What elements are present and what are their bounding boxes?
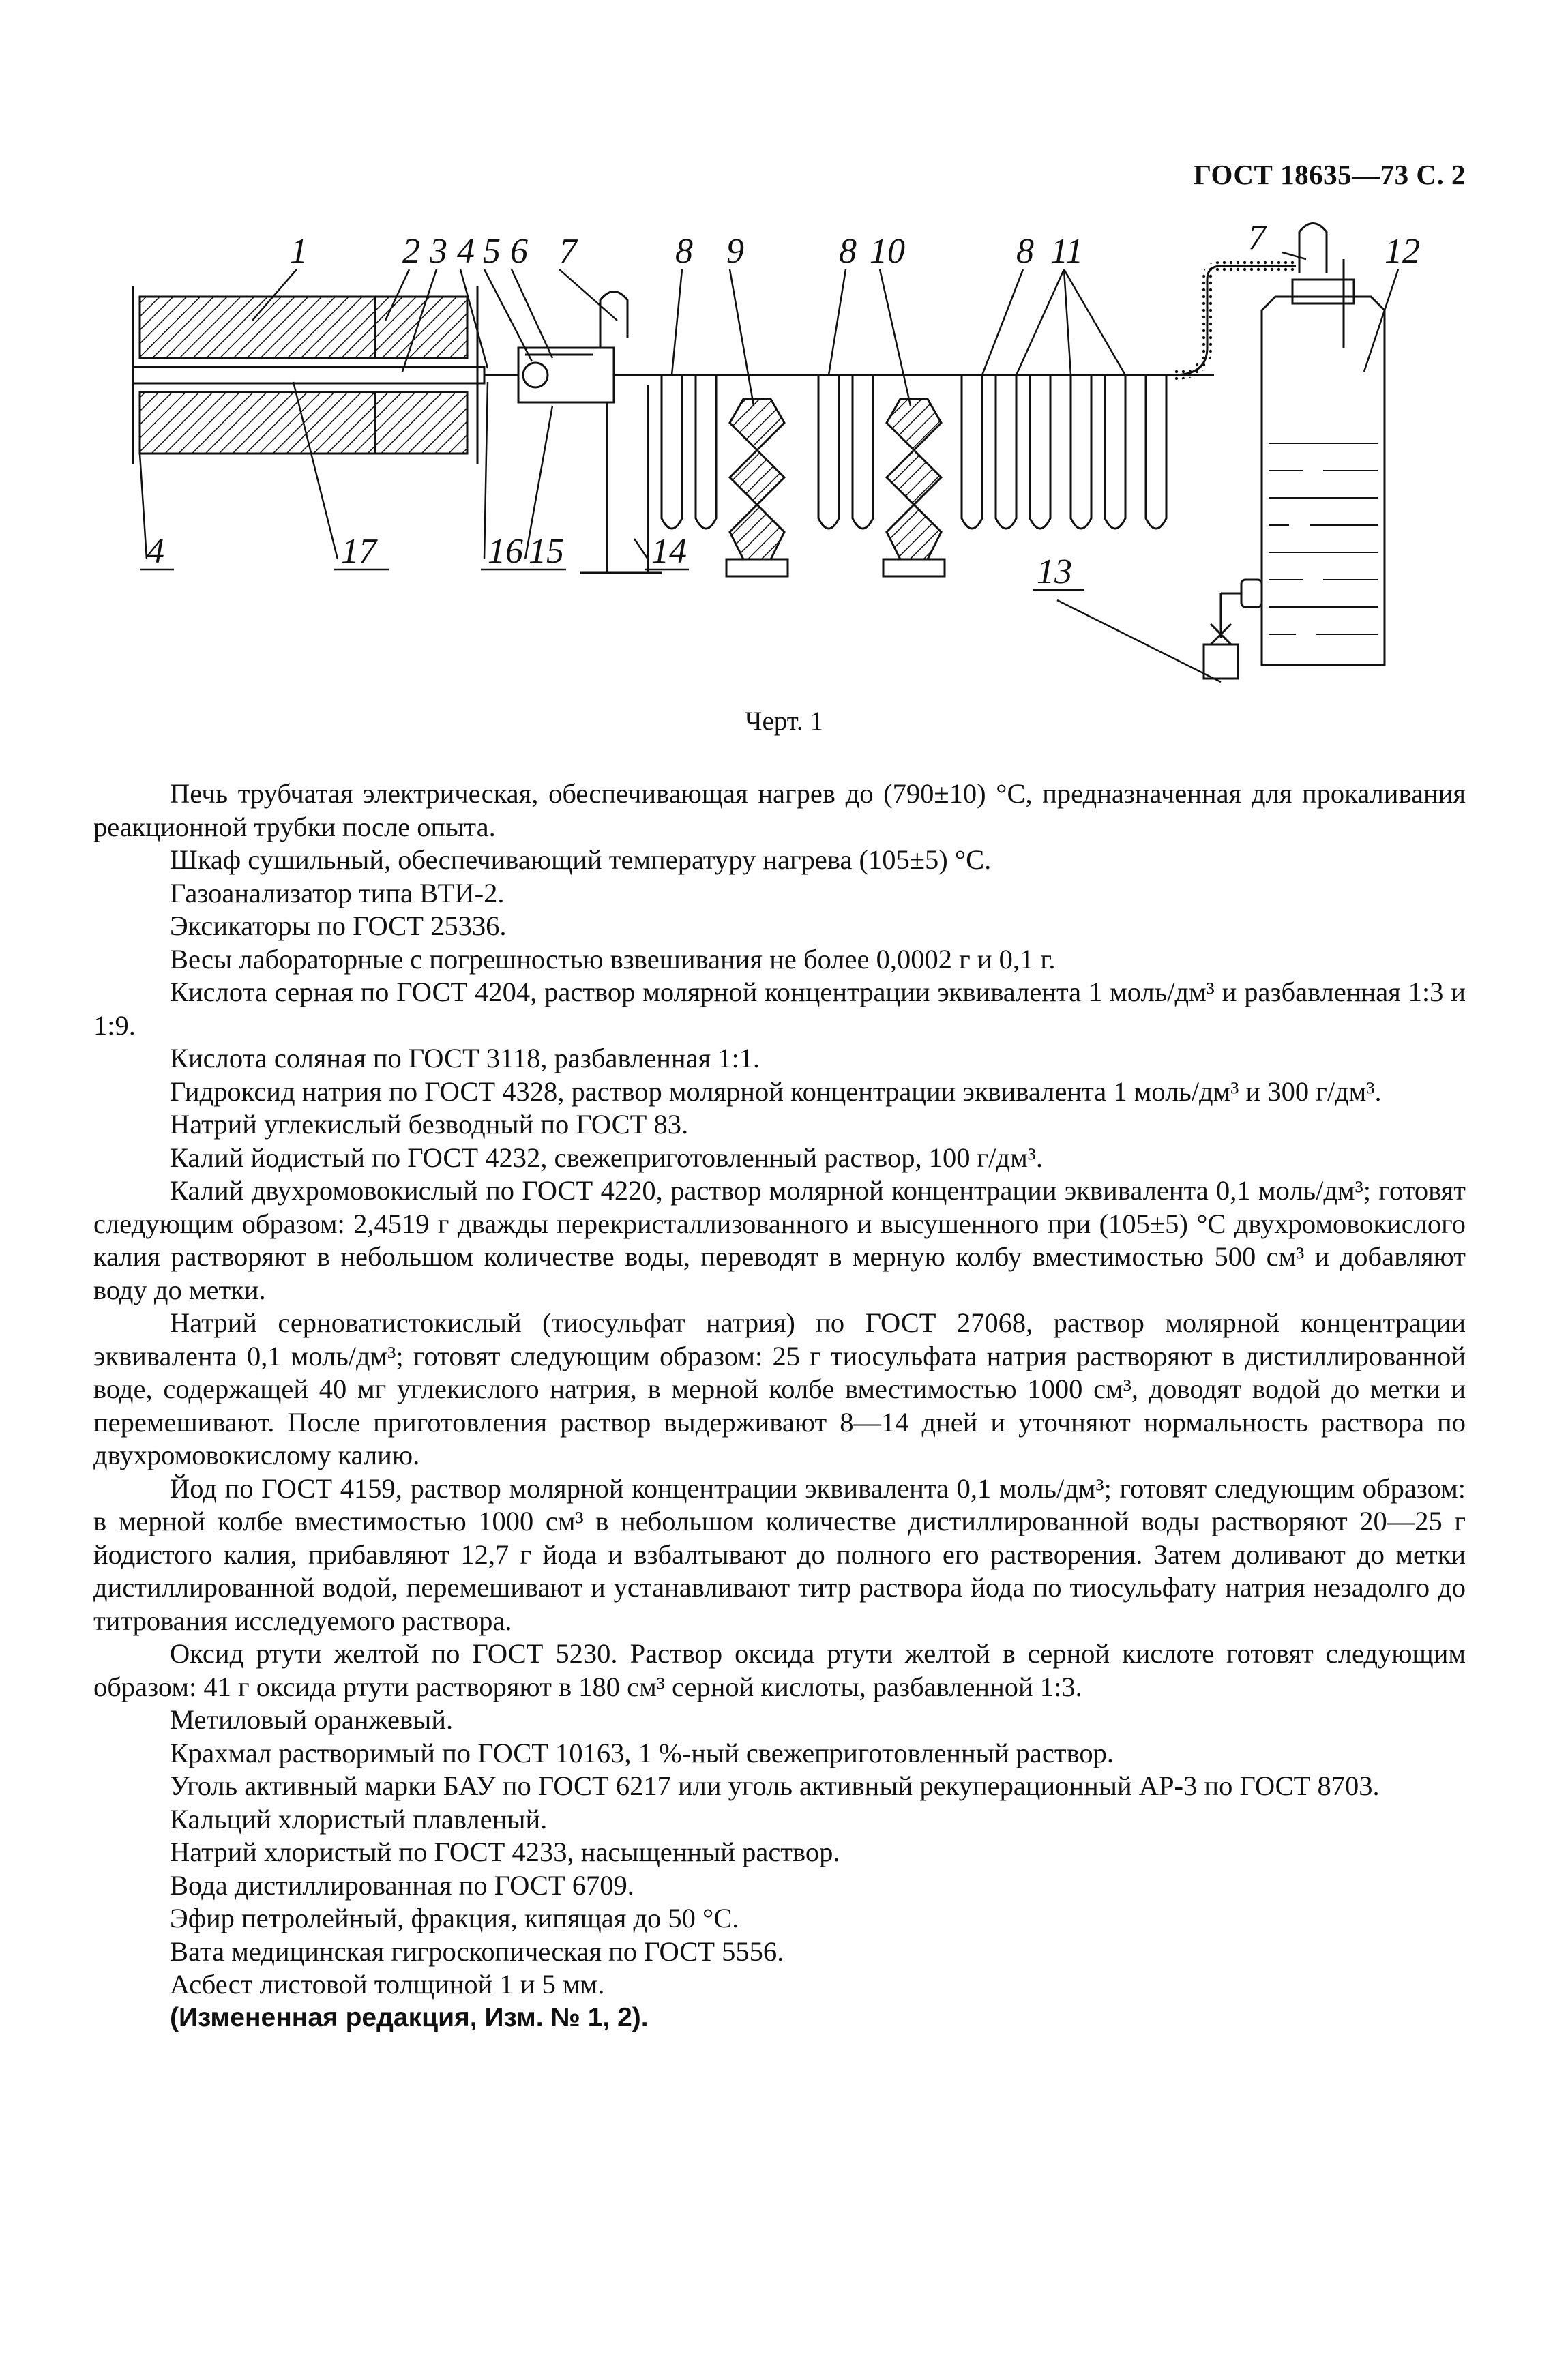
- label-11: 11: [1050, 232, 1084, 271]
- amendment-note: (Измененная редакция, Изм. № 1, 2).: [170, 2002, 649, 2032]
- body-text: [93, 777, 1466, 2034]
- label-8a: 8: [675, 232, 693, 271]
- label-14: 14: [651, 532, 687, 571]
- paragraph: Шкаф сушильный, обеспечивающий температуру нагрева (105±5) °С.: [170, 844, 992, 875]
- paragraph: Печь трубчатая электрическая, обеспечивающая нагрев до (790±10) °С, предназначенная для прокаливания реакционной трубки после опыта.: [93, 778, 1466, 842]
- paragraph: Газоанализатор типа ВТИ-2.: [170, 877, 505, 908]
- paragraph: Оксид ртути желтой по ГОСТ 5230. Раствор оксида ртути желтой в серной кислоте готовят следующим образом: 41 г оксида ртути растворяют в 180 см³ серной кислоты, разбавленной 1:3.: [93, 1638, 1466, 1702]
- paragraph: Эфир петролейный, фракция, кипящая до 50 °С.: [170, 1903, 739, 1933]
- absorber-columns: [726, 399, 945, 576]
- label-7: 7: [559, 232, 577, 271]
- label-4: 4: [457, 232, 475, 271]
- label-9: 9: [726, 232, 744, 271]
- label-15: 15: [529, 532, 564, 571]
- label-8b: 8: [839, 232, 857, 271]
- paragraph: Кальций хлористый плавленый.: [170, 1803, 548, 1835]
- absorber-vessel: [518, 348, 614, 402]
- paragraph: Асбест листовой толщиной 1 и 5 мм.: [170, 1969, 605, 2000]
- paragraph: Кислота соляная по ГОСТ 3118, разбавленная 1:1.: [170, 1043, 760, 1073]
- paragraph: Весы лабораторные с погрешностью взвешивания не более 0,0002 г и 0,1 г.: [170, 943, 1056, 975]
- paragraph: Вата медицинская гигроскопическая по ГОСТ 5556.: [170, 1935, 784, 1967]
- paragraph: Кислота серная по ГОСТ 4204, раствор молярной концентрации эквивалента 1 моль/дм³ и разбавленная 1:3 и 1:9.: [93, 977, 1466, 1041]
- paragraph: Вода дистиллированная по ГОСТ 6709.: [170, 1869, 634, 1901]
- paragraph: Натрий серноватистокислый (тиосульфат натрия) по ГОСТ 27068, раствор молярной концентрации эквивалента 0,1 моль/дм³; готовят следующим образом: 25 г тиосульфата натрия растворяют в дистиллированной воде, содержащей 40 мг углекислого натрия, в мерной колбе вместимостью 1000 см³, доводят водой до метки и перемешивают. После приготовления раствор выдерживают 8—14 дней и уточняют нормальность раствора по двухромовокислому калию.: [93, 1307, 1466, 1470]
- paragraph: Натрий углекислый безводный по ГОСТ 83.: [170, 1109, 689, 1140]
- apparatus-svg: [116, 218, 1453, 709]
- label-1: 1: [290, 232, 308, 271]
- label-6: 6: [510, 232, 528, 271]
- figure-caption: Черт. 1: [745, 707, 823, 736]
- paragraph: Калий двухромовокислый по ГОСТ 4220, раствор молярной концентрации эквивалента 0,1 моль/дм³; готовят следующим образом: 2,4519 г дважды перекристаллизованного и высушенного при (105±5) °С двухромовокислого калия растворяют в небольшом количестве воды, переводят в мерную колбу вместимостью 500 см³ и добавляют воду до метки.: [93, 1175, 1466, 1305]
- paragraph: Крахмал растворимый по ГОСТ 10163, 1 %-ный свежеприготовленный раствор.: [170, 1737, 1114, 1768]
- label-13: 13: [1037, 552, 1072, 591]
- furnace-bottom: [140, 392, 375, 454]
- apparatus-diagram: [116, 218, 1453, 709]
- paragraph: Натрий хлористый по ГОСТ 4233, насыщенный раствор.: [170, 1837, 840, 1867]
- aspirator-bottle: [1262, 297, 1385, 665]
- paragraph: Уголь активный марки БАУ по ГОСТ 6217 или уголь активный рекуперационный АР-3 по ГОСТ 8703.: [170, 1770, 1380, 1801]
- furnace-insert-bottom: [375, 392, 467, 454]
- furnace-top: [140, 297, 375, 358]
- page-header: ГОСТ 18635—73 С. 2: [1193, 159, 1466, 190]
- label-5: 5: [483, 232, 501, 271]
- label-7b: 7: [1248, 218, 1266, 257]
- label-16: 16: [488, 532, 523, 571]
- label-2: 2: [402, 232, 420, 271]
- paragraph: Йод по ГОСТ 4159, раствор молярной концентрации эквивалента 0,1 моль/дм³; готовят следующим образом: в мерной колбе вместимостью 1000 см³ в небольшом количестве дистиллированной воды растворяют 20—25 г йодистого калия, прибавляют 12,7 г йода и взбалтывают до полного его растворения. Затем доливают до метки дистиллированной водой, перемешивают и устанавливают титр раствора йода по тиосульфату натрия незадолго до титрования исследуемого раствора.: [93, 1472, 1466, 1636]
- label-4b: 4: [147, 532, 164, 571]
- paragraph: Эксикаторы по ГОСТ 25336.: [170, 910, 507, 941]
- label-10: 10: [870, 232, 905, 271]
- label-17: 17: [341, 532, 376, 571]
- paragraph: Калий йодистый по ГОСТ 4232, свежеприготовленный раствор, 100 г/дм³.: [170, 1142, 1044, 1173]
- furnace-insert-top: [375, 297, 467, 358]
- label-12: 12: [1385, 232, 1420, 271]
- label-3: 3: [430, 232, 447, 271]
- reaction-tube: [133, 367, 484, 383]
- paragraph: Гидроксид натрия по ГОСТ 4328, раствор молярной концентрации эквивалента 1 моль/дм³ и 300 г/дм³.: [170, 1075, 1382, 1107]
- paragraph: Метиловый оранжевый.: [170, 1704, 454, 1735]
- label-8c: 8: [1016, 232, 1034, 271]
